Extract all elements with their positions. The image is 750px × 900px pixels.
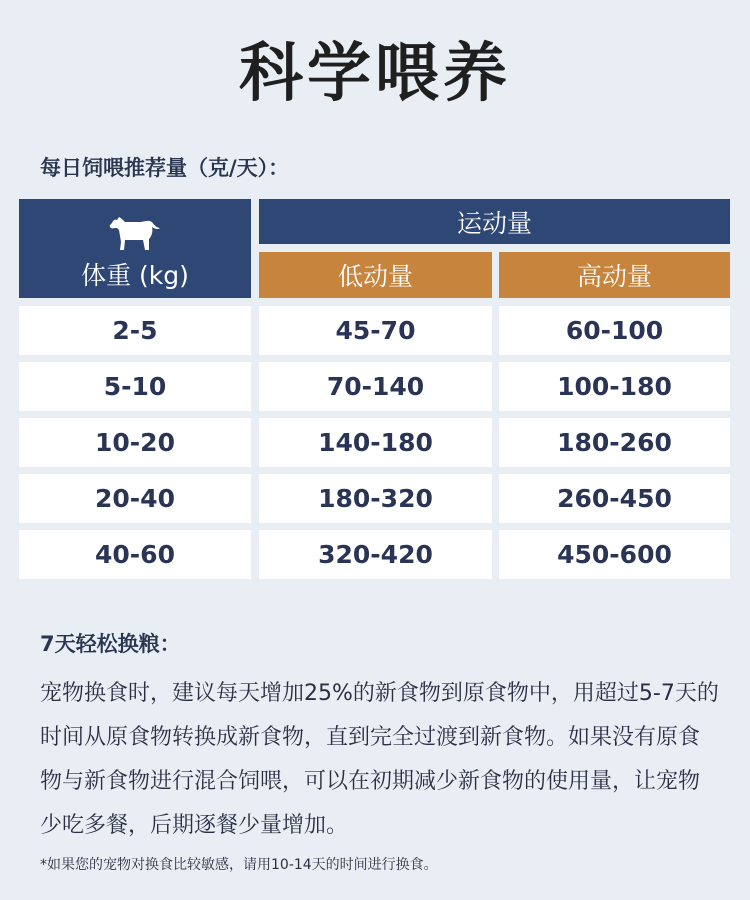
- low-activity-cell: 180-320: [259, 474, 492, 523]
- high-activity-header: 高动量: [499, 252, 730, 298]
- table-row: [19, 362, 730, 411]
- weight-cell: 20-40: [19, 474, 251, 523]
- weight-cell: 40-60: [19, 530, 251, 579]
- table-row: [19, 474, 730, 523]
- high-activity-cell: 450-600: [499, 530, 730, 579]
- low-activity-header: 低动量: [259, 252, 492, 298]
- low-activity-cell: 70-140: [259, 362, 492, 411]
- dog-icon: [107, 206, 163, 252]
- feeding-subtitle: 每日饲喂推荐量（克/天）：: [40, 156, 290, 180]
- activity-header: 运动量: [259, 199, 730, 244]
- table-row: [19, 418, 730, 467]
- weight-cell: 2-5: [19, 306, 251, 355]
- page-title: 科学喂养: [239, 37, 511, 111]
- high-activity-cell: 60-100: [499, 306, 730, 355]
- weight-header: [19, 199, 251, 298]
- high-activity-cell: 180-260: [499, 418, 730, 467]
- transition-text: 宠物换食时，建议每天增加25%的新食物到原食物中，用超过5-7天的时间从原食物转换成新食物，直到完全过渡到新食物。如果没有原食物与新食物进行混合饲喂，可以在初期减少新食物的使用量，让宠物少吃多餐，后期逐餐少量增加。: [40, 681, 719, 838]
- footnote: *如果您的宠物对换食比较敏感，请用10-14天的时间进行换食。: [40, 857, 438, 873]
- low-activity-cell: 140-180: [259, 418, 492, 467]
- low-activity-cell: 320-420: [259, 530, 492, 579]
- high-activity-cell: 260-450: [499, 474, 730, 523]
- transition-title: 7天轻松换粮：: [40, 632, 181, 656]
- weight-cell: 10-20: [19, 418, 251, 467]
- weight-header-label: 体重 (kg): [81, 260, 189, 290]
- high-activity-cell: 100-180: [499, 362, 730, 411]
- low-activity-cell: 45-70: [259, 306, 492, 355]
- weight-cell: 5-10: [19, 362, 251, 411]
- table-row: [19, 306, 730, 355]
- table-row: [19, 530, 730, 579]
